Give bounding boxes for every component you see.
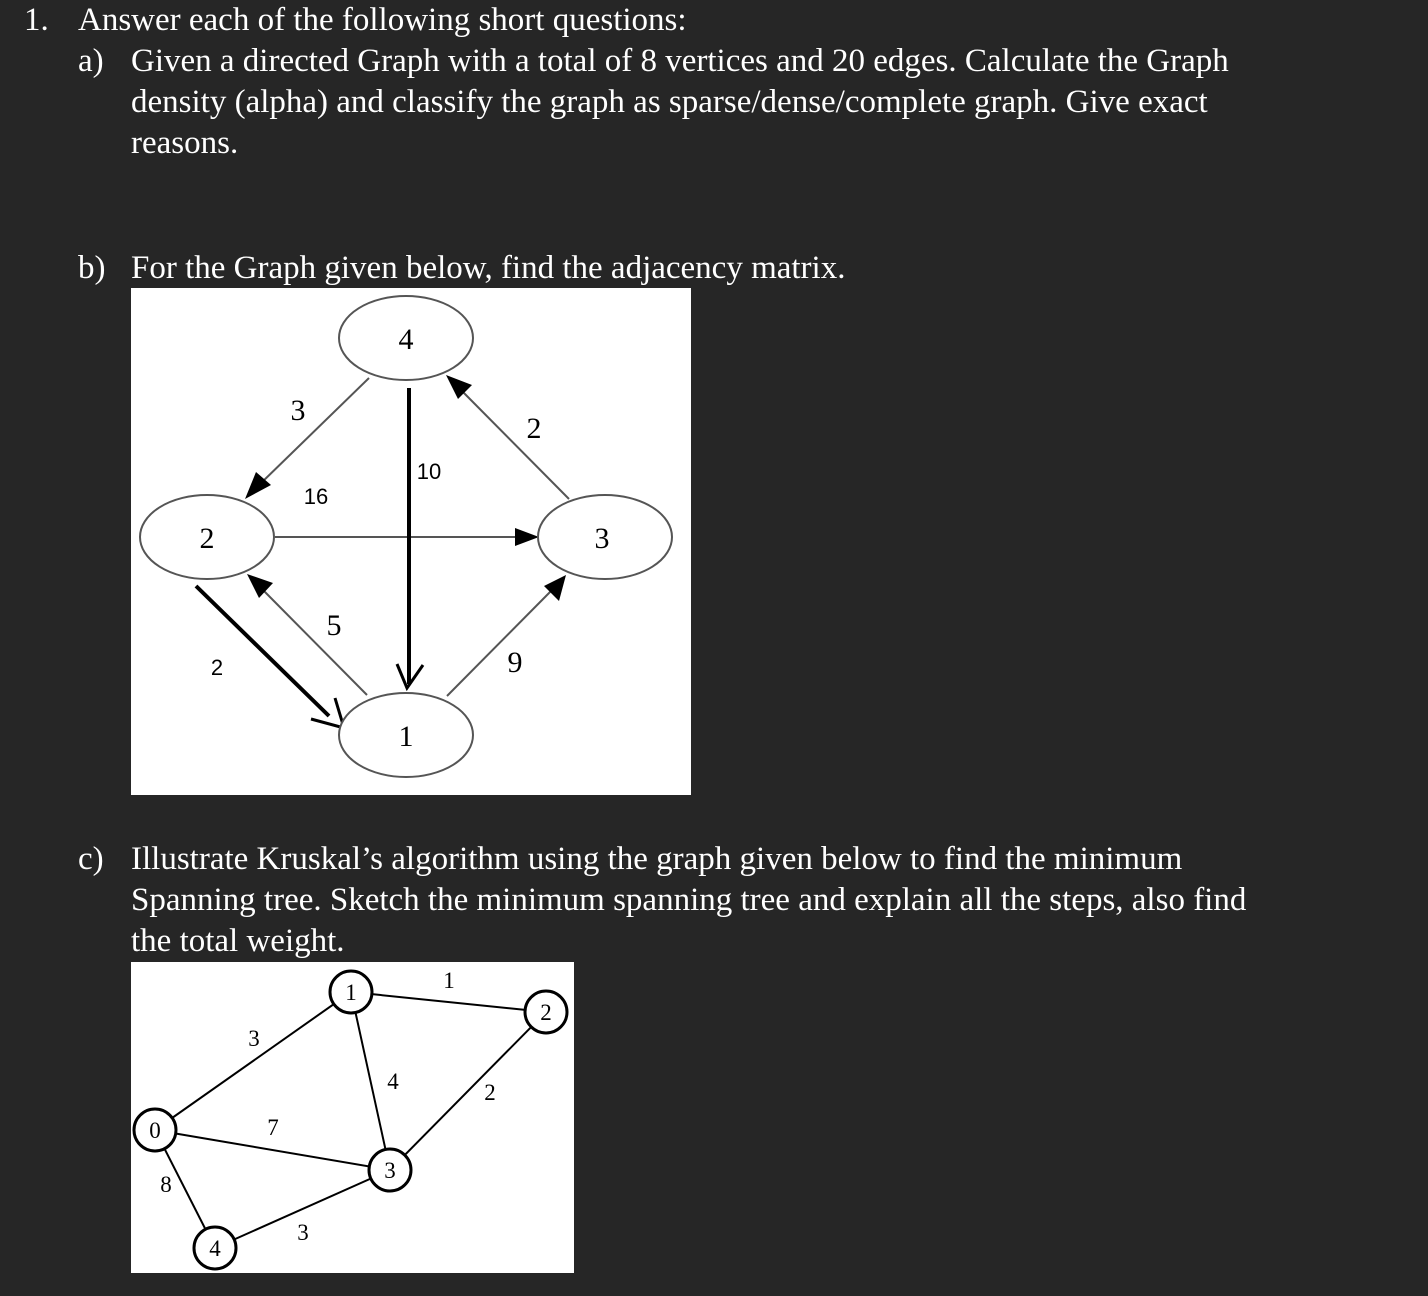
edge-4-to-2 bbox=[258, 378, 369, 486]
weight-edge-0-4: 8 bbox=[160, 1172, 172, 1197]
edge-2-to-1 bbox=[196, 586, 329, 716]
part-a-line-3: reasons. bbox=[131, 125, 239, 161]
node-1-label: 1 bbox=[345, 980, 357, 1005]
arrowhead-edge-3-to-4 bbox=[446, 375, 472, 399]
edge-1-to-2 bbox=[263, 590, 367, 695]
kruskal-graph-figure bbox=[131, 962, 574, 1273]
edge-0-1 bbox=[155, 992, 351, 1130]
directed-graph-svg bbox=[131, 288, 691, 795]
edge-1-2 bbox=[351, 992, 546, 1012]
node-3-label: 3 bbox=[594, 522, 610, 555]
part-c-line-3: the total weight. bbox=[131, 923, 345, 959]
weight-edge-1-to-3: 9 bbox=[507, 646, 523, 679]
part-a-line-1: Given a directed Graph with a total of 8 vertices and 20 edges. Calculate the Graph bbox=[131, 43, 1229, 79]
part-a-line-2: density (alpha) and classify the graph as sparse/dense/complete graph. Give exact bbox=[131, 84, 1208, 120]
arrowhead-edge-1-to-2 bbox=[247, 574, 273, 598]
part-a-marker: a) bbox=[78, 43, 104, 79]
question-number: 1. bbox=[24, 2, 49, 38]
kruskal-graph-svg bbox=[131, 962, 574, 1273]
node-4-label: 4 bbox=[398, 323, 414, 356]
arrowhead-edge-2-to-3 bbox=[515, 528, 539, 546]
node-4-label: 4 bbox=[209, 1236, 221, 1261]
weight-edge-1-3: 4 bbox=[387, 1069, 399, 1094]
weight-edge-2-3: 2 bbox=[484, 1080, 496, 1105]
weight-edge-4-to-1: 10 bbox=[416, 459, 442, 484]
node-3-label: 3 bbox=[384, 1158, 396, 1183]
node-2-label: 2 bbox=[199, 522, 215, 555]
edge-3-to-4 bbox=[459, 388, 569, 499]
question-intro: Answer each of the following short questions: bbox=[78, 2, 687, 38]
weight-edge-1-to-2: 5 bbox=[326, 609, 342, 642]
weight-edge-4-to-2: 3 bbox=[290, 394, 306, 427]
weight-edge-2-to-1: 2 bbox=[210, 655, 224, 680]
part-b-line-1: For the Graph given below, find the adjacency matrix. bbox=[131, 250, 846, 286]
weight-edge-2-to-3: 16 bbox=[303, 484, 329, 509]
part-c-line-1: Illustrate Kruskal’s algorithm using the graph given below to find the minimum bbox=[131, 841, 1183, 877]
weight-edge-0-3: 7 bbox=[267, 1115, 279, 1140]
part-b-marker: b) bbox=[78, 250, 106, 286]
edge-2-3 bbox=[390, 1012, 546, 1170]
directed-graph-figure bbox=[131, 288, 691, 795]
weight-edge-3-to-4: 2 bbox=[526, 412, 542, 445]
arrowhead-edge-1-to-3 bbox=[544, 575, 566, 601]
node-0-label: 0 bbox=[149, 1118, 161, 1143]
node-2-label: 2 bbox=[540, 1000, 552, 1025]
part-c-line-2: Spanning tree. Sketch the minimum spanning tree and explain all the steps, also find bbox=[131, 882, 1247, 918]
weight-edge-4-3: 3 bbox=[297, 1220, 309, 1245]
part-c-marker: c) bbox=[78, 841, 104, 877]
weight-edge-0-1: 3 bbox=[248, 1026, 260, 1051]
node-1-label: 1 bbox=[398, 720, 414, 753]
weight-edge-1-2: 1 bbox=[443, 968, 455, 993]
edge-1-to-3 bbox=[447, 590, 552, 696]
edge-1-3 bbox=[351, 992, 390, 1170]
